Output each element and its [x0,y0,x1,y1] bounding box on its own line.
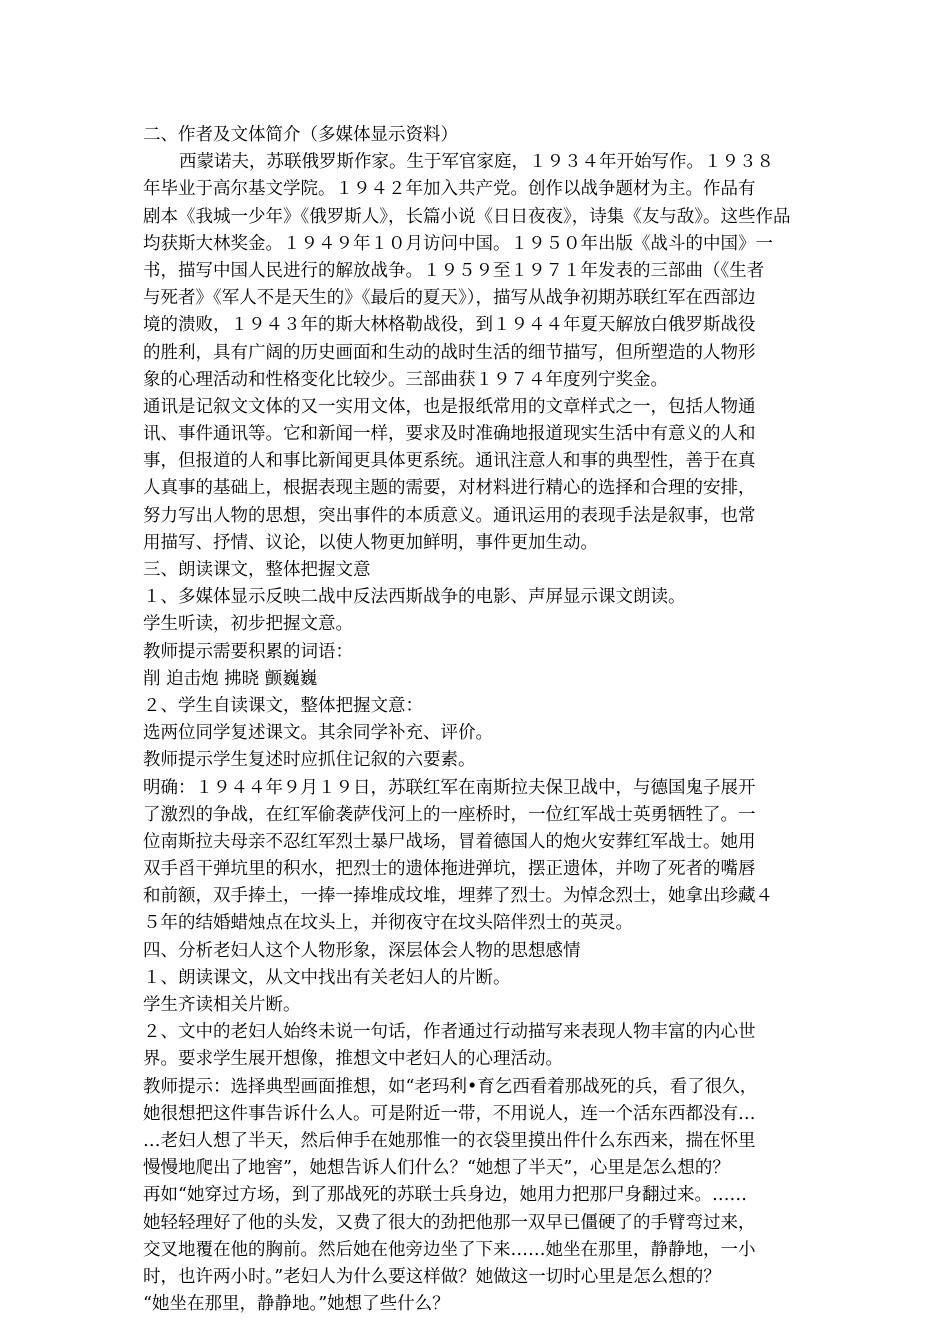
document-page [143,122,813,1318]
text-line: 剧本《我城一少年》《俄罗斯人》，长篇小说《日日夜夜》，诗集《友与敌》。这些作品 [143,206,791,227]
text-line: 时，也许两小时。”老妇人为什么要这样做？她做这一切时心里是怎么想的？ [143,1266,721,1287]
text-line: 与死者》《军人不是天生的》《最后的夏天》），描写从战争初期苏联红军在西部边 [143,288,756,309]
text-line: 明确：１９４４年９月１９日，苏联红军在南斯拉夫保卫战中，与德国鬼子展开 [143,777,756,798]
text-line: ５年的结婚蜡烛点在坟头上，并彻夜守在坟头陪伴烈士的英灵。 [143,913,633,934]
text-line: 均获斯大林奖金。１９４９年１０月访问中国。１９５０年出版《战斗的中国》一 [143,233,773,254]
text-line: 了激烈的争战，在红军偷袭萨伐河上的一座桥时，一位红军战士英勇牺牲了。一 [143,804,756,825]
text-line: 的胜利，具有广阔的历史画面和生动的战时生活的细节描写，但所塑造的人物形 [143,342,756,363]
text-line: 位南斯拉夫母亲不忍红军烈士暴尸战场，冒着德国人的炮火安葬红军战士。她用 [143,831,756,852]
text-line: 三、朗读课文，整体把握文意 [143,560,371,580]
text-line: 再如“她穿过方场，到了那战死的苏联士兵身边，她用力把那尸身翻过来。…… [143,1185,747,1206]
text-line: １、朗读课文，从文中找出有关老妇人的片断。 [143,967,511,988]
text-line: “她坐在那里，静静地。”她想了些什么？ [143,1294,450,1315]
text-line: 讯、事件通讯等。它和新闻一样，要求及时准确地报道现实生活中有意义的人和 [143,424,756,445]
text-line: 削 迫击炮 拂晓 颤巍巍 [143,668,318,689]
text-line: 书，描写中国人民进行的解放战争。１９５９至１９７１年发表的三部曲（《生者 [143,260,765,281]
text-line: 境的溃败，１９４３年的斯大林格勒战役，到１９４４年夏天解放白俄罗斯战役 [143,315,756,336]
text-line: 界。要求学生展开想像，推想文中老妇人的心理活动。 [143,1049,563,1070]
text-line: 通讯是记叙文文体的又一实用文体，也是报纸常用的文章样式之一，包括人物通 [143,396,756,417]
text-line: １、多媒体显示反映二战中反法西斯战争的电影、声屏显示课文朗读。 [143,587,686,608]
text-line: 象的心理活动和性格变化比较少。三部曲获１９７４年度列宁奖金。 [143,369,668,390]
text-line: …老妇人想了半天，然后伸手在她那惟一的衣袋里摸出件什么东西来，揣在怀里 [143,1130,756,1151]
text-line: 二、作者及文体简介（多媒体显示资料） [143,125,458,145]
text-line: 教师提示需要积累的词语： [143,641,353,662]
text-line: 年毕业于高尔基文学院。１９４２年加入共产党。创作以战争题材为主。作品有 [143,179,756,200]
text-line: 选两位同学复述课文。其余同学补充、评价。 [143,723,493,744]
text-line: 努力写出人物的思想，突出事件的本质意义。通讯运用的表现手法是叙事，也常 [143,505,756,526]
text-line: 她很想把这件事告诉什么人。可是附近一带，不用说人，连一个活东西都没有… [143,1103,756,1124]
text-line: ２、文中的老妇人始终未说一句话，作者通过行动描写来表现人物丰富的内心世 [143,1022,756,1043]
text-line: 学生听读，初步把握文意。 [143,614,353,635]
text-line: ２、学生自读课文，整体把握文意： [143,695,423,716]
text-line: 四、分析老妇人这个人物形象，深层体会人物的思想感情 [143,940,581,961]
text-line: 和前额，双手捧土，一捧一捧堆成坟堆，埋葬了烈士。为悼念烈士，她拿出珍藏４ [143,886,773,907]
text-line: 教师提示学生复述时应抓住记叙的六要素。 [143,750,476,771]
text-line: 教师提示：选择典型画面推想，如“老玛利•育乞西看着那战死的兵，看了很久， [143,1076,758,1097]
text-line: 人真事的基础上，根据表现主题的需要，对材料进行精心的选择和合理的安排， [143,478,756,499]
text-line: 学生齐读相关片断。 [143,995,301,1015]
text-line: 交叉地覆在他的胸前。然后她在他旁边坐了下来……她坐在那里，静静地，一小 [143,1239,756,1260]
text-line: 慢慢地爬出了地窖”，她想告诉人们什么？“她想了半天”，心里是怎么想的？ [143,1158,730,1179]
text-line: 事，但报道的人和事比新闻更具体更系统。通讯注意人和事的典型性，善于在真 [143,451,756,472]
text-line: 用描写、抒情、议论，以使人物更加鲜明，事件更加生动。 [143,532,598,553]
text-line: 双手舀干弹坑里的积水，把烈士的遗体拖进弹坑，摆正遗体，并吻了死者的嘴唇 [143,859,756,880]
text-line: 她轻轻理好了他的头发，又费了很大的劲把他那一双早已僵硬了的手臂弯过来， [143,1212,756,1233]
text-line: 西蒙诺夫，苏联俄罗斯作家。生于军官家庭，１９３４年开始写作。１９３８ [179,152,774,173]
